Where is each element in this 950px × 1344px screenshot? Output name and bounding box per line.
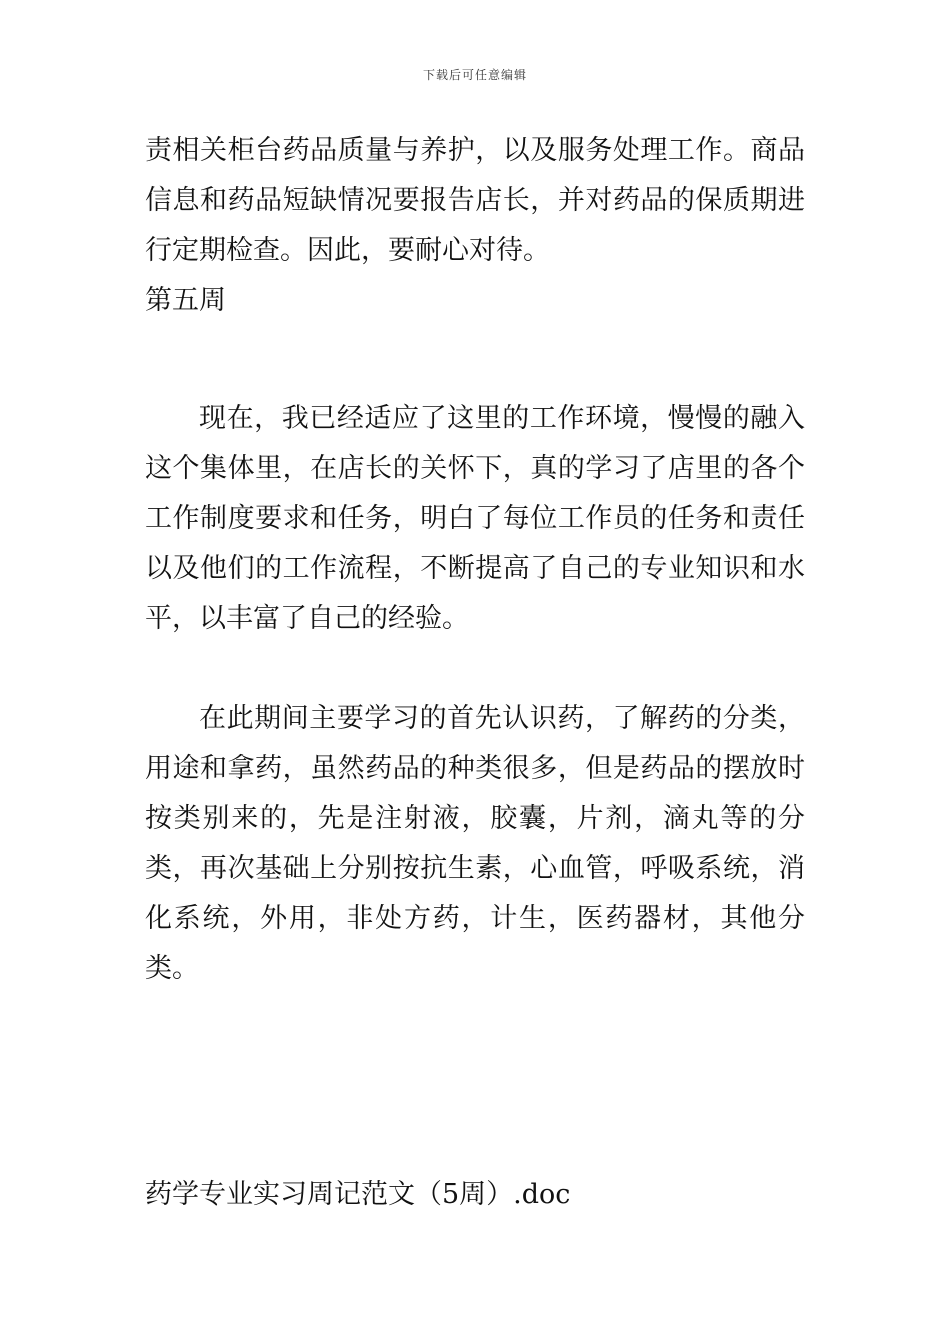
paragraph: 现在，我已经适应了这里的工作环境，慢慢的融入这个集体里，在店长的关怀下，真的学习了店里的各个工作制度要求和任务，明白了每位工作员的任务和责任以及他们的工作流程，不断提高了自己的专业知识和水平，以丰富了自己的经验。 (145, 403, 805, 634)
section-heading: 第五周 (145, 285, 226, 316)
header-note: 下载后可任意编辑 (422, 68, 527, 82)
spacer (145, 644, 805, 694)
document-body (145, 126, 805, 994)
continuation-paragraph: 责相关柜台药品质量与养护，以及服务处理工作。商品信息和药品短缺情况要报告店长，并对药品的保质期进行定期检查。因此，要耐心对待。 (145, 135, 805, 266)
spacer (145, 326, 805, 394)
paragraph: 在此期间主要学习的首先认识药，了解药的分类，用途和拿药，虽然药品的种类很多，但是药品的摆放时按类别来的，先是注射液，胶囊，片剂，滴丸等的分类，再次基础上分别按抗生素，心血管，呼吸系统，消化系统，外用，非处方药，计生，医药器材，其他分类。 (145, 703, 805, 984)
footer-filename: 药学专业实习周记范文（5周）.doc (145, 1179, 571, 1210)
